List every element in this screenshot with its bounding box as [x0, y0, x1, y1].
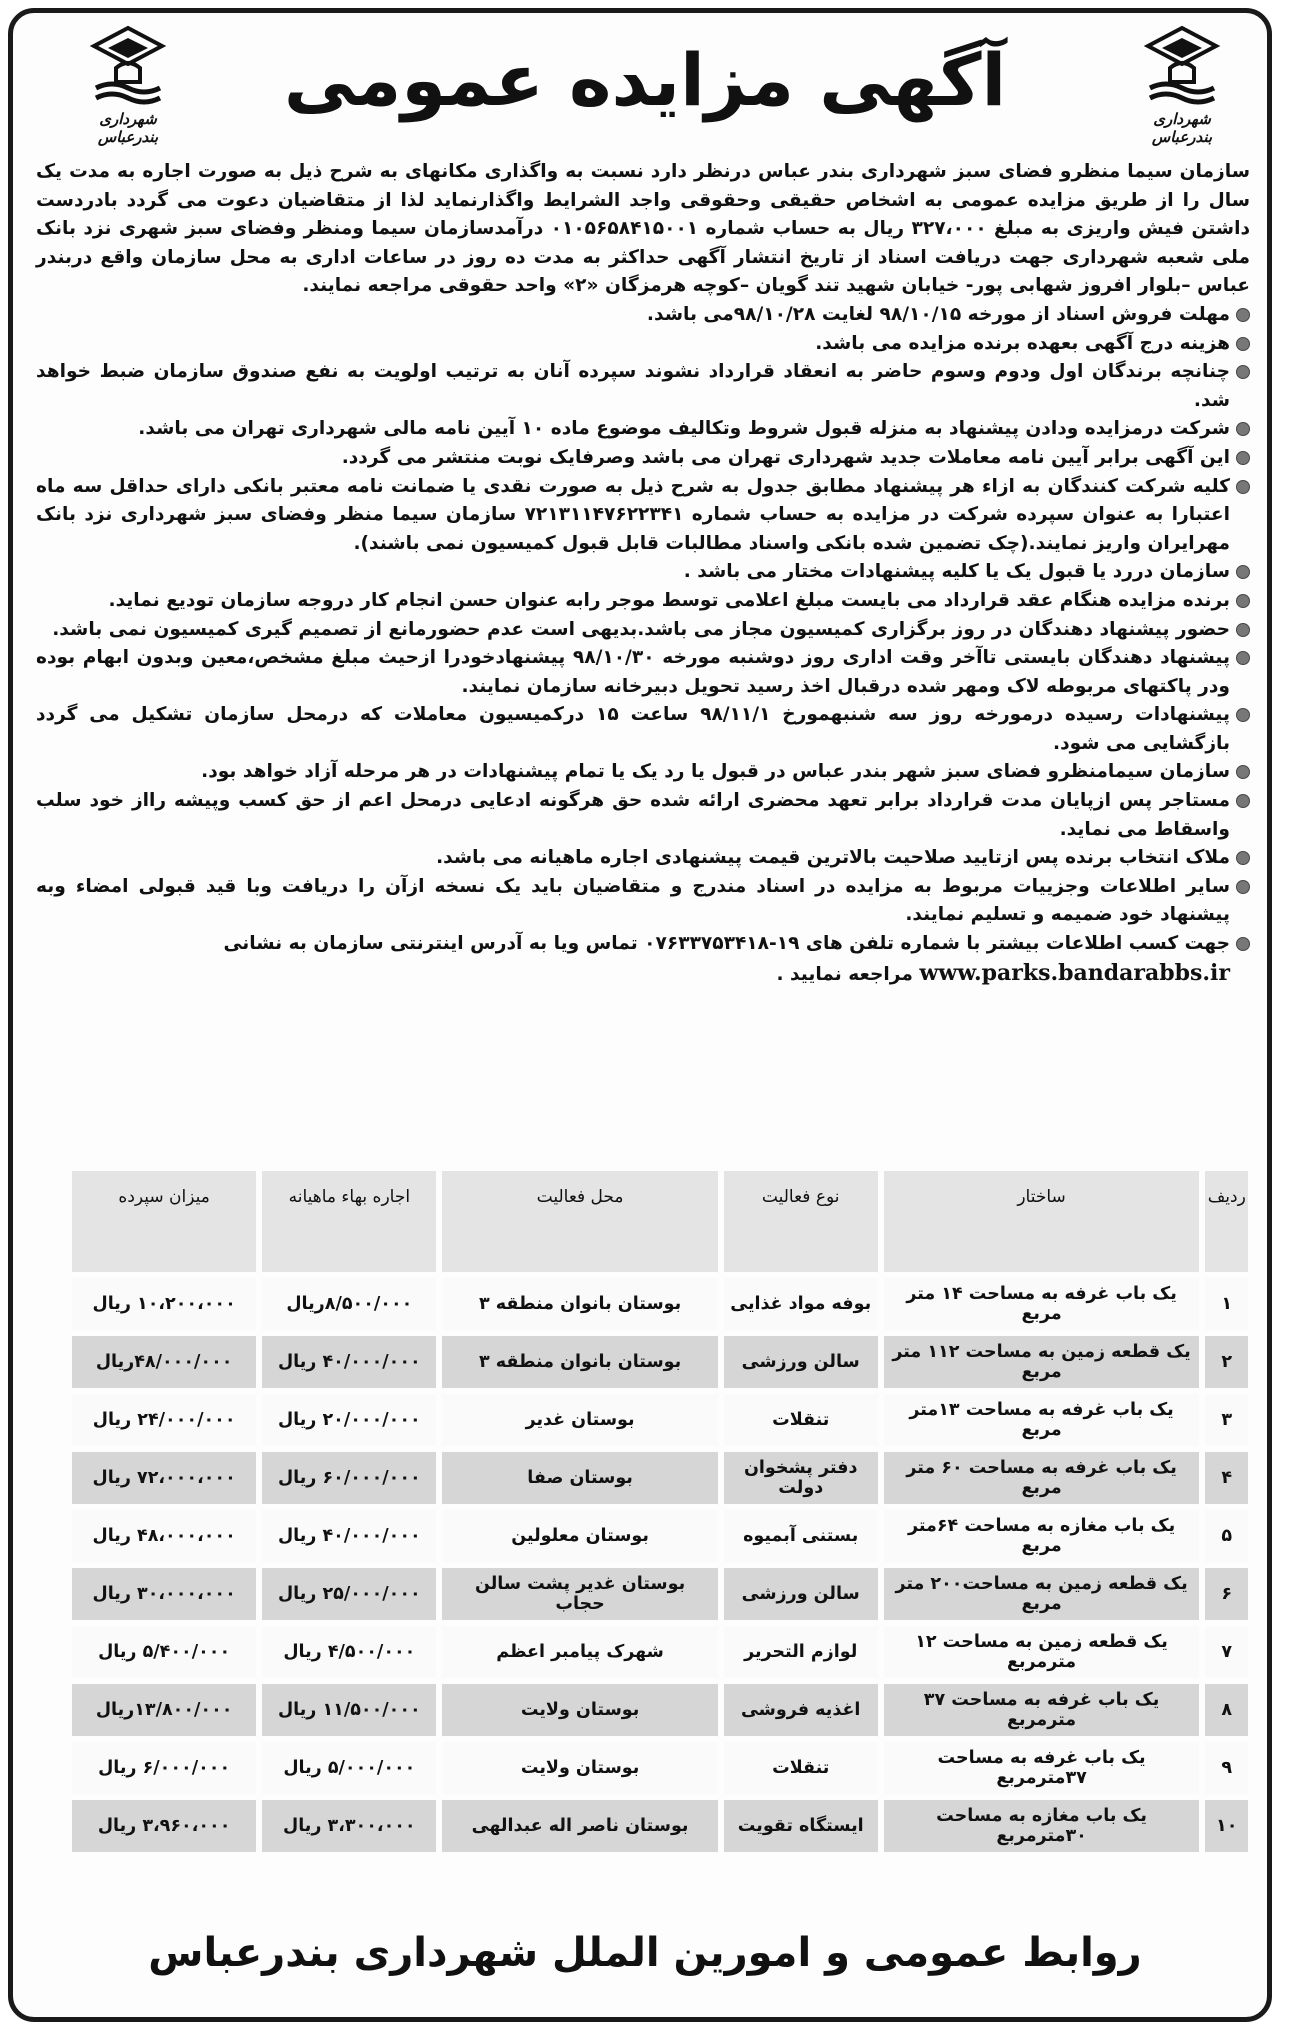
cell-deposit: ۱۰،۲۰۰،۰۰۰ ریال	[72, 1278, 256, 1330]
cell-activity-type: دفتر پشخوان دولت	[724, 1452, 878, 1504]
condition-item: شرکت درمزایده ودادن پیشنهاد به منزله قبول شروط وتکالیف موضوع ماده ۱۰ آیین نامه مالی شهرداری تهران می باشد.	[36, 415, 1250, 444]
cell-structure: یک قطعه زمین به مساحت۲۰۰ متر مربع	[884, 1568, 1200, 1620]
header-monthly-rent: اجاره بهاء ماهیانه	[262, 1171, 436, 1272]
condition-item: حضور پیشنهاد دهندگان در روز برگزاری کمیسیون مجاز می باشد.بدیهی است عدم حضورمانع از تصمیم گیری کمیسیون نمی باشد.	[36, 616, 1250, 645]
cell-monthly-rent: ۳،۳۰۰،۰۰۰ ریال	[262, 1800, 436, 1852]
table-row	[72, 1742, 1248, 1794]
bullet-flower-icon	[1236, 794, 1250, 808]
bullet-flower-icon	[1236, 651, 1250, 665]
cell-deposit: ۱۳/۸۰۰/۰۰۰ریال	[72, 1684, 256, 1736]
auction-lots-table	[66, 1165, 1254, 1858]
logo-caption: شهرداری بندرعباس	[1151, 110, 1213, 146]
cell-deposit: ۶/۰۰۰/۰۰۰ ریال	[72, 1742, 256, 1794]
condition-item: مستاجر پس ازپایان مدت قرارداد برابر تعهد محضری ارائه شده حق هرگونه ادعایی درمحل اعم از حق کسب وپیشه رااز خود سلب واسقاط می نماید.	[36, 787, 1250, 844]
bullet-flower-icon	[1236, 880, 1250, 894]
bullet-flower-icon	[1236, 565, 1250, 579]
municipality-logo-right	[1122, 24, 1242, 144]
cell-structure: یک قطعه زمین به مساحت ۱۱۲ متر مربع	[884, 1336, 1200, 1388]
cell-location: بوستان ولایت	[442, 1742, 717, 1794]
bullet-flower-icon	[1236, 623, 1250, 637]
condition-item: سازمان سیمامنظرو فضای سبز شهر بندر عباس در قبول یا رد یک یا تمام پیشنهادات در هر مرحله آزاد خواهد بود.	[36, 758, 1250, 787]
cell-monthly-rent: ۶۰/۰۰۰/۰۰۰ ریال	[262, 1452, 436, 1504]
table-row	[72, 1394, 1248, 1446]
bullet-flower-icon	[1236, 594, 1250, 608]
cell-monthly-rent: ۴۰/۰۰۰/۰۰۰ ریال	[262, 1510, 436, 1562]
cell-location: بوستان صفا	[442, 1452, 717, 1504]
cell-activity-type: تنقلات	[724, 1394, 878, 1446]
cell-activity-type: لوازم التحریر	[724, 1626, 878, 1678]
condition-item: پیشنهاد دهندگان بایستی تاآخر وقت اداری روز دوشنبه مورخه ۹۸/۱۰/۳۰ پیشنهادخودرا ازحیث مبلغ مشخص،معین وبدون ابهام بوده ودر پاکتهای مربوطه لاک ومهر شده درقبال اخذ رسید تحویل دبیرخانه سازمان نمایند.	[36, 644, 1250, 701]
header-row-number: ردیف	[1205, 1171, 1248, 1272]
cell-deposit: ۵/۴۰۰/۰۰۰ ریال	[72, 1626, 256, 1678]
condition-item: این آگهی برابر آیین نامه معاملات جدید شهرداری تهران می باشد وصرفایک نوبت منتشر می گردد.	[36, 444, 1250, 473]
condition-item: سازمان دررد یا قبول یک یا کلیه پیشنهادات مختار می باشد .	[36, 558, 1250, 587]
condition-item: پیشنهادات رسیده درمورخه روز سه شنبهمورخ ۹۸/۱۱/۱ ساعت ۱۵ درکمیسیون معاملات که درمحل سازمان تشکیل می گردد بازگشایی می شود.	[36, 701, 1250, 758]
cell-structure: یک باب غرفه به مساحت ۳۷مترمربع	[884, 1742, 1200, 1794]
conditions-list	[36, 301, 1250, 959]
cell-activity-type: بستنی آبمیوه	[724, 1510, 878, 1562]
cell-monthly-rent: ۸/۵۰۰/۰۰۰ریال	[262, 1278, 436, 1330]
cell-structure: یک باب غرفه به مساحت ۱۴ متر مربع	[884, 1278, 1200, 1330]
table-row	[72, 1510, 1248, 1562]
bullet-flower-icon	[1236, 422, 1250, 436]
bullet-flower-icon	[1236, 480, 1250, 494]
website-link[interactable]: www.parks.bandarabbs.ir	[919, 959, 1230, 986]
cell-location: بوستان غدیر پشت سالن حجاب	[442, 1568, 717, 1620]
cell-monthly-rent: ۱۱/۵۰۰/۰۰۰ ریال	[262, 1684, 436, 1736]
cell-activity-type: اغذیه فروشی	[724, 1684, 878, 1736]
condition-item: جهت کسب اطلاعات بیشتر با شماره تلفن های ۱۹-۰۷۶۳۳۷۵۳۴۱۸ تماس ویا به آدرس اینترنتی سازمان به نشانی	[36, 930, 1250, 959]
cell-location: شهرک پیامبر اعظم	[442, 1626, 717, 1678]
cell-row-number: ۱۰	[1205, 1800, 1248, 1852]
logo-caption: شهرداری بندرعباس	[97, 110, 159, 146]
cell-monthly-rent: ۴۰/۰۰۰/۰۰۰ ریال	[262, 1336, 436, 1388]
cell-deposit: ۴۸،۰۰۰،۰۰۰ ریال	[72, 1510, 256, 1562]
bullet-flower-icon	[1236, 851, 1250, 865]
municipality-emblem-icon	[88, 24, 168, 108]
contact-line	[36, 959, 1250, 990]
cell-activity-type: تنقلات	[724, 1742, 878, 1794]
condition-item: برنده مزایده هنگام عقد قرارداد می بایست مبلغ اعلامی توسط موجر رابه عنوان حسن انجام کار دروجه سازمان تودیع نماید.	[36, 587, 1250, 616]
table-row	[72, 1800, 1248, 1852]
table-row	[72, 1684, 1248, 1736]
municipality-logo-left	[68, 24, 188, 144]
cell-monthly-rent: ۴/۵۰۰/۰۰۰ ریال	[262, 1626, 436, 1678]
table-header-row	[72, 1171, 1248, 1272]
condition-item: کلیه شرکت کنندگان به ازاء هر پیشنهاد مطابق جدول به شرح ذیل به صورت نقدی یا ضمانت نامه معتبر بانکی دارای حداقل سه ماه اعتبارا به عنوان سپرده شرکت در مزایده به حساب شماره ۷۲۱۳۱۱۴۷۶۲۲۳۴۱ سازمان سیما منظر وفضای سبز شهرداری نزد بانک مهرایران واریز نمایند.(چک تضمین شده بانکی واسناد مطالبات قابل قبول کمیسیون نمی باشند).	[36, 473, 1250, 559]
bullet-flower-icon	[1236, 365, 1250, 379]
notice-body	[36, 158, 1250, 989]
bullet-flower-icon	[1236, 937, 1250, 951]
table-row	[72, 1336, 1248, 1388]
cell-row-number: ۸	[1205, 1684, 1248, 1736]
cell-monthly-rent: ۵/۰۰۰/۰۰۰ ریال	[262, 1742, 436, 1794]
bullet-flower-icon	[1236, 708, 1250, 722]
table-row	[72, 1568, 1248, 1620]
bullet-flower-icon	[1236, 451, 1250, 465]
cell-row-number: ۲	[1205, 1336, 1248, 1388]
cell-deposit: ۲۴/۰۰۰/۰۰۰ ریال	[72, 1394, 256, 1446]
cell-location: بوستان ولایت	[442, 1684, 717, 1736]
cell-location: بوستان ناصر اله عبدالهی	[442, 1800, 717, 1852]
footer-signature: روابط عمومی و امورین الملل شهرداری بندرعباس	[148, 1930, 1142, 1976]
condition-item: چنانچه برندگان اول ودوم وسوم حاضر به انعقاد قرارداد نشوند سپرده آنان به ترتیب اولویت به نفع صندوق سازمان ضبط خواهد شد.	[36, 358, 1250, 415]
cell-activity-type: ایستگاه تقویت	[724, 1800, 878, 1852]
cell-deposit: ۳۰،۰۰۰،۰۰۰ ریال	[72, 1568, 256, 1620]
notice-title: آگهی مزایده عمومی	[283, 38, 1007, 122]
cell-activity-type: بوفه مواد غذایی	[724, 1278, 878, 1330]
cell-structure: یک باب غرفه به مساحت ۱۳متر مربع	[884, 1394, 1200, 1446]
condition-item: ملاک انتخاب برنده پس ازتایید صلاحیت بالاترین قیمت پیشنهادی اجاره ماهیانه می باشد.	[36, 844, 1250, 873]
intro-paragraph: سازمان سیما منظرو فضای سبز شهرداری بندر عباس درنظر دارد نسبت به واگذاری مکانهای به شرح ذیل به صورت اجاره به مدت یک سال را از طریق مزایده عمومی به اشخاص حقیقی وحقوقی واجد الشرایط واگذارنماید لذا از متقاضیان دعوت می گردد بادردست داشتن فیش واریزی به مبلغ ۳۲۷،۰۰۰ ریال به حساب شماره ۰۱۰۵۶۵۸۴۱۵۰۰۱ درآمدسازمان سیما ومنظر وفضای سبز شهری نزد بانک ملی شعبه شهرداری جهت دریافت اسناد از تاریخ انتشار آگهی حداکثر به مدت ده روز در ساعات اداری به محل سازمان واقع دربندر عباس –بلوار افروز شهابی پور- خیابان شهید تند گویان –کوچه هرمزگان «۲» واحد حقوقی مراجعه نمایند.	[36, 161, 1250, 297]
cell-activity-type: سالن ورزشی	[724, 1336, 878, 1388]
table-row	[72, 1626, 1248, 1678]
cell-structure: یک باب غرفه به مساحت ۳۷ مترمربع	[884, 1684, 1200, 1736]
cell-location: بوستان معلولین	[442, 1510, 717, 1562]
cell-row-number: ۷	[1205, 1626, 1248, 1678]
table-row	[72, 1278, 1248, 1330]
cell-row-number: ۴	[1205, 1452, 1248, 1504]
condition-item: سایر اطلاعات وجزییات مربوط به مزایده در اسناد مندرج و متقاضیان باید یک نسخه ازآن را دریافت وبا قید قبولی امضاء وبه پیشنهاد خود ضمیمه و تسلیم نمایند.	[36, 873, 1250, 930]
condition-item: مهلت فروش اسناد از مورخه ۹۸/۱۰/۱۵ لغایت ۹۸/۱۰/۲۸می باشد.	[36, 301, 1250, 330]
bullet-flower-icon	[1236, 337, 1250, 351]
cell-structure: یک قطعه زمین به مساحت ۱۲ مترمربع	[884, 1626, 1200, 1678]
cell-monthly-rent: ۲۰/۰۰۰/۰۰۰ ریال	[262, 1394, 436, 1446]
header-deposit: میزان سپرده	[72, 1171, 256, 1272]
header-activity-type: نوع فعالیت	[724, 1171, 878, 1272]
cell-activity-type: سالن ورزشی	[724, 1568, 878, 1620]
municipality-emblem-icon	[1142, 24, 1222, 108]
bullet-flower-icon	[1236, 308, 1250, 322]
cell-row-number: ۶	[1205, 1568, 1248, 1620]
cell-deposit: ۳،۹۶۰،۰۰۰ ریال	[72, 1800, 256, 1852]
header-location: محل فعالیت	[442, 1171, 717, 1272]
notice-header	[30, 20, 1260, 145]
cell-deposit: ۷۲،۰۰۰،۰۰۰ ریال	[72, 1452, 256, 1504]
cell-monthly-rent: ۲۵/۰۰۰/۰۰۰ ریال	[262, 1568, 436, 1620]
cell-row-number: ۳	[1205, 1394, 1248, 1446]
cell-row-number: ۹	[1205, 1742, 1248, 1794]
cell-structure: یک باب غرفه به مساحت ۶۰ متر مربع	[884, 1452, 1200, 1504]
cell-row-number: ۱	[1205, 1278, 1248, 1330]
condition-item: هزینه درج آگهی بعهده برنده مزایده می باشد.	[36, 330, 1250, 359]
contact-suffix: مراجعه نمایید .	[776, 963, 913, 985]
cell-location: بوستان غدیر	[442, 1394, 717, 1446]
cell-location: بوستان بانوان منطقه ۳	[442, 1278, 717, 1330]
cell-row-number: ۵	[1205, 1510, 1248, 1562]
cell-location: بوستان بانوان منطقه ۳	[442, 1336, 717, 1388]
cell-structure: یک باب مغازه به مساحت ۳۰مترمربع	[884, 1800, 1200, 1852]
cell-structure: یک باب مغازه به مساحت ۶۴متر مربع	[884, 1510, 1200, 1562]
bullet-flower-icon	[1236, 765, 1250, 779]
header-structure: ساختار	[884, 1171, 1200, 1272]
cell-deposit: ۴۸/۰۰۰/۰۰۰ریال	[72, 1336, 256, 1388]
table-row	[72, 1452, 1248, 1504]
